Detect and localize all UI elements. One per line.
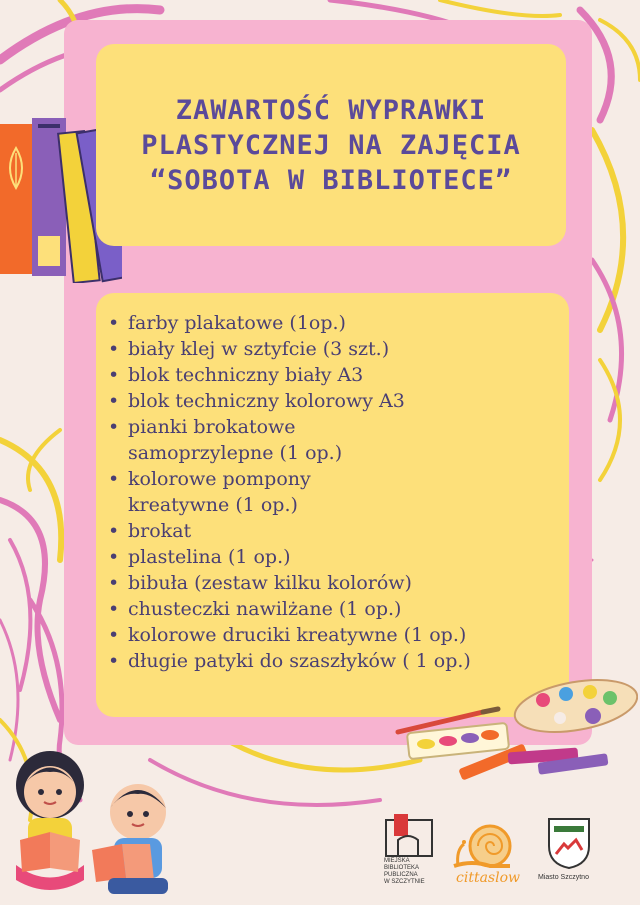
list-item: • plastelina (1 op.) — [108, 546, 291, 568]
list-item: • kolorowe druciki kreatywne (1 op.) — [108, 624, 467, 646]
page-title-line-1: ZAWARTOŚĆ WYPRAWKI — [175, 94, 487, 126]
list-item: • długie patyki do szaszłyków ( 1 op.) — [108, 650, 471, 672]
bullet-icon: • — [108, 546, 120, 568]
bullet-icon: • — [108, 364, 120, 386]
supplies-list — [106, 310, 471, 674]
list-item: • bibuła (zestaw kilku kolorów) — [108, 572, 412, 594]
bullet-icon: • — [108, 416, 120, 438]
bullet-icon: • — [108, 520, 120, 542]
city-coat-of-arms-icon — [546, 816, 592, 870]
library-logo-icon — [384, 812, 434, 858]
list-item: • biały klej w sztyfcie (3 szt.) — [108, 338, 390, 360]
list-item: • blok techniczny biały A3 — [108, 364, 364, 386]
art-supplies-illustration-icon — [388, 672, 638, 784]
cittaslow-logo-text: cittaslow — [456, 870, 520, 886]
list-item: • chusteczki nawilżane (1 op.) — [108, 598, 402, 620]
bullet-icon: • — [108, 390, 120, 412]
page-title-line-2: PLASTYCZNEJ NA ZAJĘCIA — [141, 129, 521, 161]
supplies-list-box — [96, 293, 569, 717]
list-item: • brokat — [108, 520, 192, 542]
bullet-icon: • — [108, 312, 120, 334]
list-item: • pianki brokatowe samoprzylepne (1 op.) — [108, 416, 343, 464]
bullet-icon: • — [108, 572, 120, 594]
cittaslow-snail-logo-icon — [452, 814, 514, 870]
page-title-line-3: “SOBOTA W BIBLIOTECE” — [149, 164, 513, 196]
title-box — [96, 44, 566, 246]
city-logo-text: Miasto Szczytno — [538, 874, 589, 881]
bullet-icon: • — [108, 650, 120, 672]
partner-logos — [370, 810, 630, 900]
bullet-icon: • — [108, 338, 120, 360]
list-item: • blok techniczny kolorowy A3 — [108, 390, 405, 412]
list-item: • kolorowe pompony kreatywne (1 op.) — [108, 468, 311, 516]
library-logo-text: MIEJSKA BIBLIOTEKA PUBLICZNA W SZCZYTNIE — [384, 858, 425, 885]
bullet-icon: • — [108, 624, 120, 646]
children-reading-illustration-icon — [10, 740, 190, 900]
bullet-icon: • — [108, 468, 120, 490]
bullet-icon: • — [108, 598, 120, 620]
list-item: • farby plakatowe (1op.) — [108, 312, 346, 334]
